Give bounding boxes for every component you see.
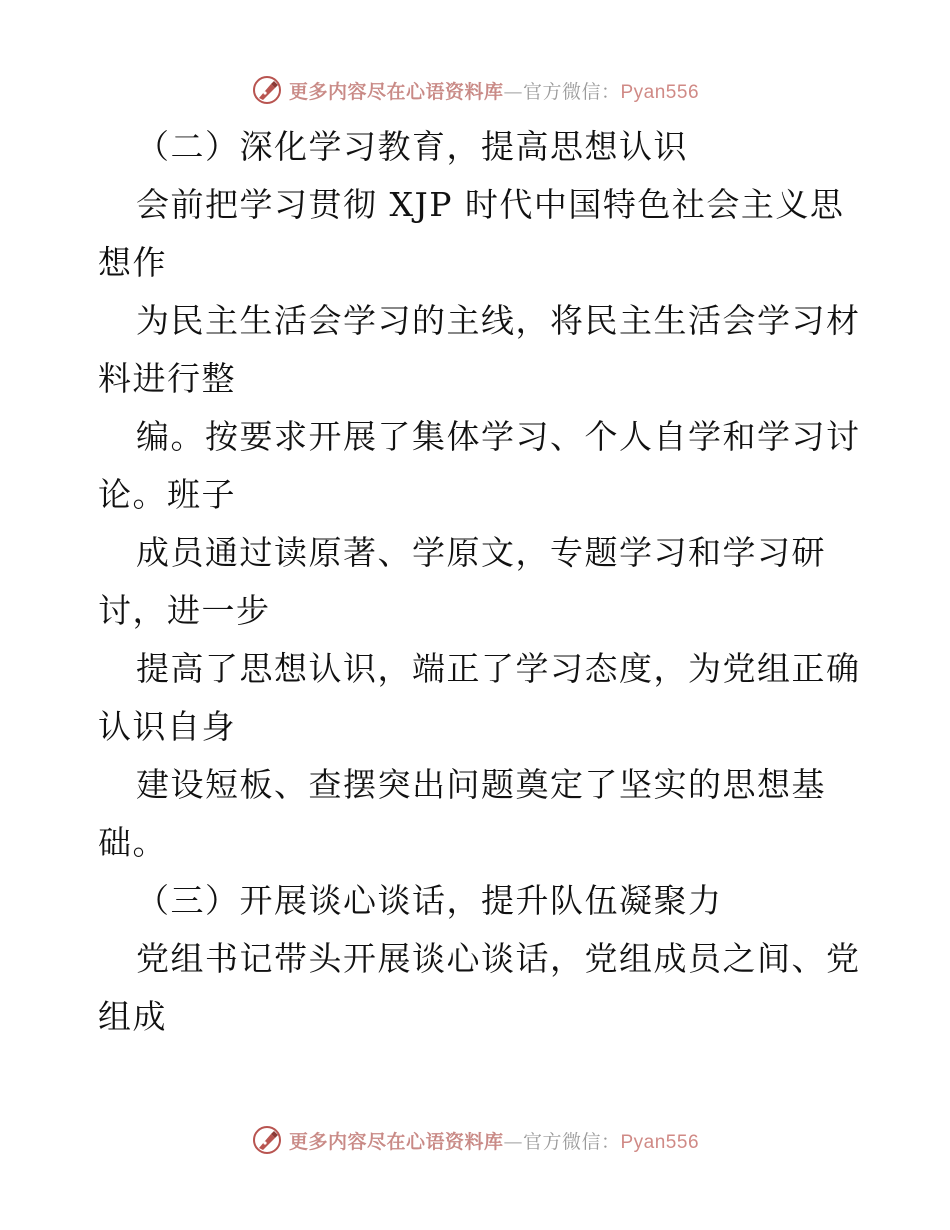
paragraph-line: 提高了思想认识，端正了学习态度，为党组正确 (136, 649, 861, 688)
pen-nib-logo-icon (251, 74, 283, 106)
paragraph-line: 组成 (98, 997, 167, 1036)
paragraph-line: 础。 (98, 823, 167, 862)
header-separator: — (503, 80, 523, 103)
header-wechat-label: 官方微信： (522, 80, 621, 103)
paragraph-line: 为民主生活会学习的主线，将民主生活会学习材 (136, 301, 861, 340)
section-heading: （二）深化学习教育，提高思想认识 (136, 127, 688, 166)
footer-wechat-id: Pyan556 (620, 1131, 700, 1153)
header-banner (0, 70, 950, 110)
footer-banner (0, 1120, 950, 1160)
paragraph-line: 党组书记带头开展谈心谈话，党组成员之间、党 (136, 939, 861, 978)
section-heading: （三）开展谈心谈话，提升队伍凝聚力 (136, 881, 723, 920)
document-body (98, 118, 861, 1046)
footer-wechat-label: 官方微信： (522, 1130, 621, 1153)
header-brand-text (289, 77, 699, 104)
paragraph-line: 成员通过读原著、学原文，专题学习和学习研 (136, 533, 826, 572)
footer-brand: 更多内容尽在心语资料库 (288, 1130, 504, 1153)
paragraph-line: 料进行整 (98, 359, 236, 398)
paragraph-line: 认识自身 (98, 707, 236, 746)
header-wechat-id: Pyan556 (620, 81, 700, 103)
header-brand: 更多内容尽在心语资料库 (288, 80, 504, 103)
paragraph-line: 论。班子 (98, 475, 236, 514)
pen-nib-logo-icon (251, 1124, 283, 1156)
footer-brand-text (289, 1127, 699, 1154)
footer-separator: — (503, 1130, 523, 1153)
paragraph-line: 会前把学习贯彻 XJP 时代中国特色社会主义思 (136, 185, 845, 224)
paragraph-line: 讨，进一步 (98, 591, 271, 630)
paragraph-line: 想作 (98, 243, 167, 282)
paragraph-line: 编。按要求开展了集体学习、个人自学和学习讨 (136, 417, 861, 456)
paragraph-line: 建设短板、查摆突出问题奠定了坚实的思想基 (136, 765, 826, 804)
